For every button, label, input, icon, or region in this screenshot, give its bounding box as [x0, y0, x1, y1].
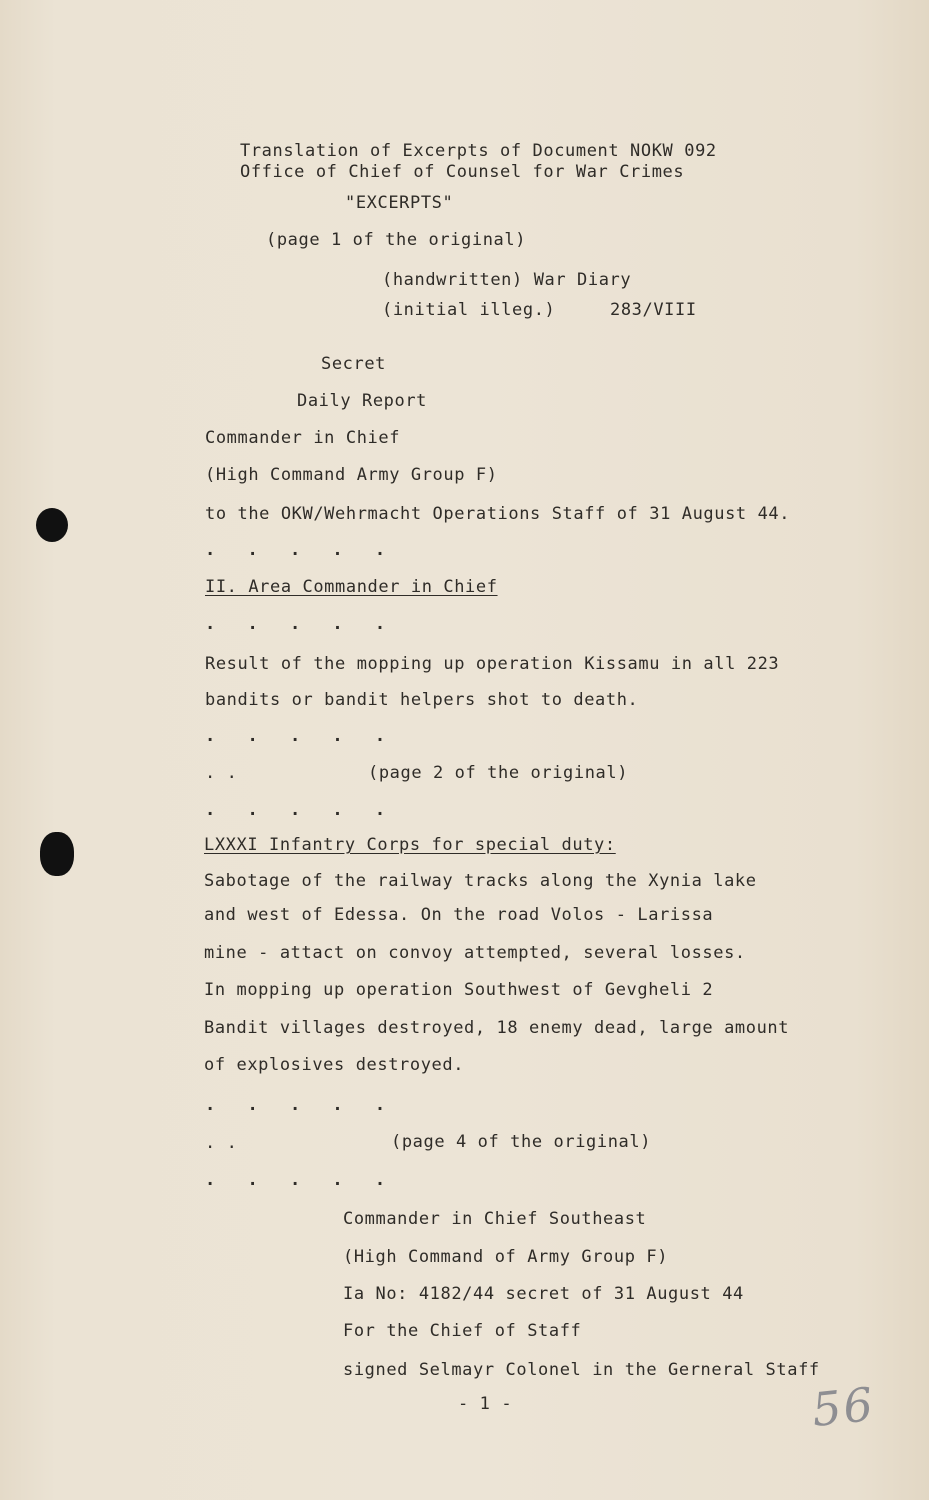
corps-text-line-6: of explosives destroyed.	[204, 1055, 465, 1075]
document-reference: 283/VIII	[610, 300, 697, 320]
signature-line-5: signed Selmayr Colonel in the Gerneral Staff	[343, 1360, 820, 1380]
ellipsis-3: . . . . .	[205, 726, 397, 746]
page-2-note: (page 2 of the original)	[368, 763, 629, 783]
handwritten-war-diary-note: (handwritten) War Diary	[382, 270, 632, 290]
page-4-marker: . .	[205, 1133, 238, 1153]
initial-illegible-note: (initial illeg.)	[382, 300, 556, 320]
page-1-note: (page 1 of the original)	[266, 230, 527, 250]
section-2-heading: II. Area Commander in Chief	[205, 577, 498, 597]
classification-label: Secret	[321, 354, 387, 374]
report-type: Daily Report	[297, 391, 428, 411]
signature-line-3: Ia No: 4182/44 secret of 31 August 44	[343, 1284, 744, 1304]
punch-hole-lower	[40, 832, 74, 876]
corps-text-line-2: and west of Edessa. On the road Volos - Larissa	[204, 905, 714, 925]
excerpts-label: "EXCERPTS"	[345, 193, 454, 213]
ellipsis-4: . . . . .	[205, 800, 397, 820]
signature-line-2: (High Command of Army Group F)	[343, 1247, 669, 1267]
corps-text-line-4: In mopping up operation Southwest of Gevgheli 2	[204, 980, 714, 1000]
ellipsis-2: . . . . .	[205, 614, 397, 634]
corps-text-line-5: Bandit villages destroyed, 18 enemy dead, large amount	[204, 1018, 790, 1038]
ellipsis-6: . . . . .	[205, 1170, 397, 1190]
to-line: to the OKW/Wehrmacht Operations Staff of 31 August 44.	[205, 504, 791, 524]
ellipsis-1: . . . . .	[205, 540, 397, 560]
ellipsis-5: . . . . .	[205, 1095, 397, 1115]
corps-text-line-3: mine - attact on convoy attempted, several losses.	[204, 943, 746, 963]
section-2-text-line-2: bandits or bandit helpers shot to death.	[205, 690, 639, 710]
title-line-2: Office of Chief of Counsel for War Crimes	[240, 162, 685, 182]
handwritten-page-number: 56	[809, 1376, 878, 1438]
from-line-2: (High Command Army Group F)	[205, 465, 498, 485]
signature-line-4: For the Chief of Staff	[343, 1321, 582, 1341]
page-2-marker: . .	[205, 763, 238, 783]
punch-hole-upper	[36, 508, 68, 542]
page-4-note: (page 4 of the original)	[391, 1132, 652, 1152]
from-line-1: Commander in Chief	[205, 428, 401, 448]
section-2-text-line-1: Result of the mopping up operation Kissamu in all 223	[205, 654, 780, 674]
corps-heading: LXXXI Infantry Corps for special duty:	[204, 835, 616, 855]
corps-text-line-1: Sabotage of the railway tracks along the Xynia lake	[204, 871, 757, 891]
page-number: - 1 -	[458, 1394, 513, 1414]
title-line-1: Translation of Excerpts of Document NOKW 092	[240, 141, 717, 161]
signature-line-1: Commander in Chief Southeast	[343, 1209, 647, 1229]
